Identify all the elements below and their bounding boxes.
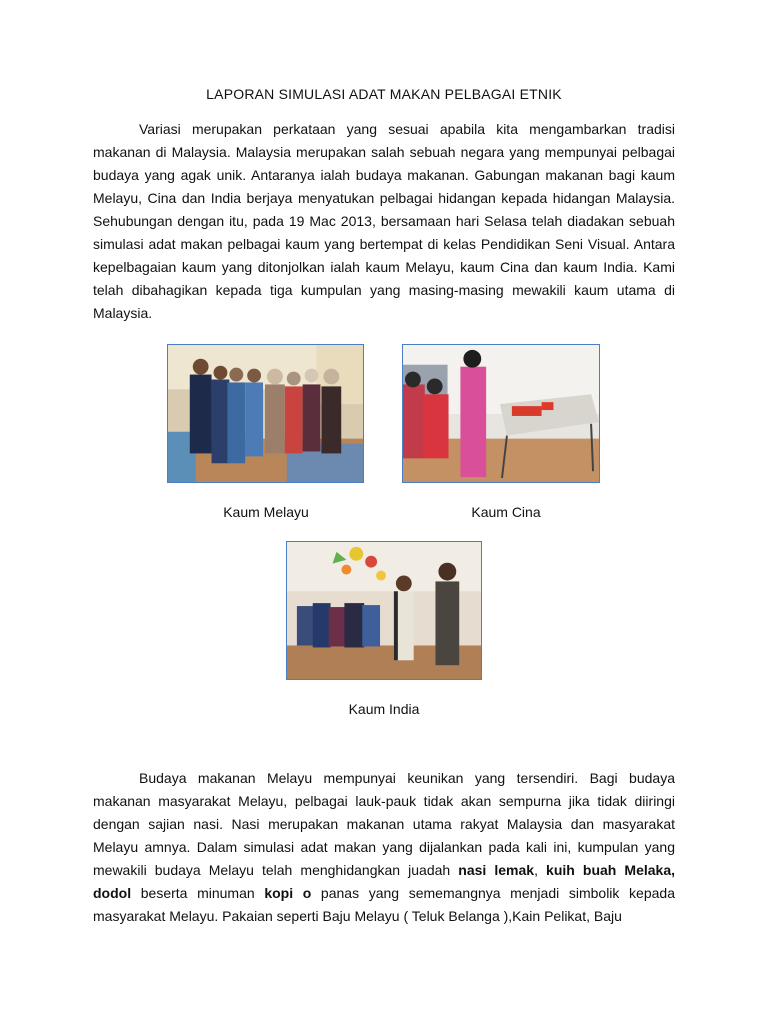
caption-kaum-india: Kaum India	[348, 701, 420, 717]
paragraph-text: panas yang sememangnya menjadi simbolik kepada masyarakat Melayu. Pakaian seperti Baju Melayu ( Teluk Belanga ),Kain Pelikat, Baju	[93, 885, 675, 924]
photo-kaum-cina	[402, 344, 600, 483]
bold-kopi-o: kopi o	[264, 885, 312, 901]
paragraph-text: Budaya makanan Melayu mempunyai keunikan yang tersendiri. Bagi budaya makanan masyarakat Melayu, pelbagai lauk-pauk tidak akan sempurna jika tidak diiringi dengan sajian nasi. Nasi merupakan makanan utama rakyat Malaysia dan masyarakat Melayu amnya. Dalam simulasi adat makan yang dijalankan pada kali ini, kumpulan yang mewakili budaya Melayu telah menghidangkan juadah	[93, 770, 675, 878]
photo-kaum-melayu	[167, 344, 364, 483]
intro-paragraph: Variasi merupakan perkataan yang sesuai apabila kita mengambarkan tradisi makanan di Malaysia. Malaysia merupakan salah sebuah negara yang mempunyai pelbagai budaya yang agak unik. Antaranya ialah budaya makanan. Gabungan makanan bagi kaum Melayu, Cina dan India berjaya menyatukan pelbagai hidangan kepada hidangan Malaysia. Sehubungan dengan itu, pada 19 Mac 2013, bersamaan hari Selasa telah diadakan sebuah simulasi adat makan pelbagai kaum yang bertempat di kelas Pendidikan Seni Visual. Antara kepelbagaian kaum yang ditonjolkan ialah kaum Melayu, kaum Cina dan kaum India. Kami telah dibahagikan kepada tiga kumpulan yang masing-masing mewakili kaum utama di Malaysia.	[93, 121, 675, 321]
budaya-melayu-paragraph	[93, 767, 675, 928]
bold-kuih-dodol: kuih buah Melaka, dodol	[93, 862, 676, 901]
caption-kaum-cina: Kaum Cina	[471, 504, 541, 520]
paragraph-text: ,	[534, 862, 547, 878]
caption-kaum-melayu: Kaum Melayu	[223, 504, 309, 520]
bold-nasi-lemak: nasi lemak	[458, 862, 535, 878]
paragraph-text: beserta minuman	[131, 885, 265, 901]
photo-kaum-india	[286, 541, 482, 680]
document-title: LAPORAN SIMULASI ADAT MAKAN PELBAGAI ETNIK	[206, 86, 562, 102]
